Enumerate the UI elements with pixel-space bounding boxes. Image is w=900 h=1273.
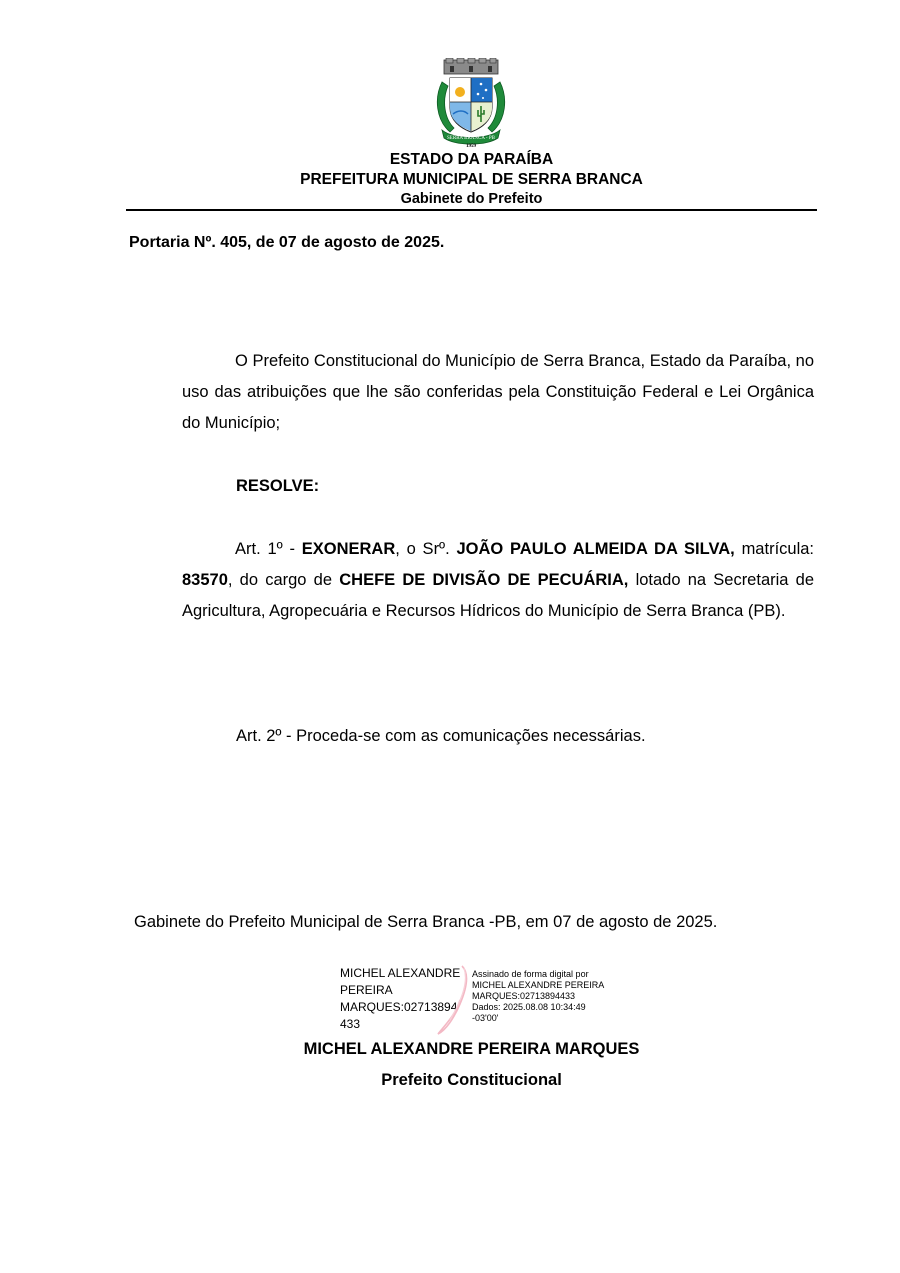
art1-person-name: JOÃO PAULO ALMEIDA DA SILVA,: [456, 540, 735, 558]
signer-name: MICHEL ALEXANDRE PEREIRA MARQUES: [303, 1040, 640, 1058]
municipal-crest-icon: [434, 58, 508, 148]
art1-text-1: Art. 1º -: [235, 540, 302, 558]
art1-text-2: , o Srº.: [395, 540, 457, 558]
sig-info-line: Assinado de forma digital por: [472, 969, 589, 979]
svg-text:1959: 1959: [466, 144, 476, 148]
art1-text-3: matrícula:: [734, 540, 815, 558]
resolve-heading: RESOLVE:: [236, 477, 320, 495]
sig-name-line: MICHEL ALEXANDRE: [340, 966, 461, 980]
art1-text-4: , do cargo de: [227, 571, 340, 589]
art1-text-5: lotado na Secretaria de Agricultura, Agropecuária e Recursos Hídricos do Município de Serra Branca (PB).: [182, 571, 815, 620]
sig-info-line: Dados: 2025.08.08 10:34:49: [472, 1002, 586, 1012]
art1-registration: 83570: [182, 571, 228, 589]
article-1-paragraph: [182, 534, 814, 627]
header-divider: [126, 209, 817, 211]
closing-location-date: Gabinete do Prefeito Municipal de Serra Branca -PB, em 07 de agosto de 2025.: [134, 913, 718, 931]
header-prefeitura: PREFEITURA MUNICIPAL DE SERRA BRANCA: [300, 171, 643, 188]
art1-position: CHEFE DE DIVISÃO DE PECUÁRIA,: [339, 571, 629, 589]
sig-name-line: PEREIRA: [340, 983, 393, 997]
digital-signature-info: [472, 969, 612, 1024]
sig-name-line: 433: [340, 1017, 361, 1031]
sig-info-line: -03'00': [472, 1013, 499, 1023]
signer-title: Prefeito Constitucional: [381, 1071, 562, 1089]
sig-info-line: MICHEL ALEXANDRE PEREIRA: [472, 980, 605, 990]
preamble-paragraph: O Prefeito Constitucional do Município de Serra Branca, Estado da Paraíba, no uso das atribuições que lhe são conferidas pela Constituição Federal e Lei Orgânica do Município;: [182, 352, 814, 432]
portaria-title: Portaria Nº. 405, de 07 de agosto de 2025.: [129, 234, 445, 251]
sig-info-line: MARQUES:02713894433: [472, 991, 576, 1001]
art1-action: EXONERAR: [301, 540, 396, 558]
svg-text:SERRA BRANCA - PB: SERRA BRANCA - PB: [447, 136, 495, 141]
article-2-paragraph: Art. 2º - Proceda-se com as comunicações necessárias.: [236, 727, 646, 745]
header-gabinete: Gabinete do Prefeito: [400, 191, 543, 207]
sig-name-line: MARQUES:02713894: [340, 1000, 458, 1014]
header-state: ESTADO DA PARAÍBA: [389, 151, 554, 168]
